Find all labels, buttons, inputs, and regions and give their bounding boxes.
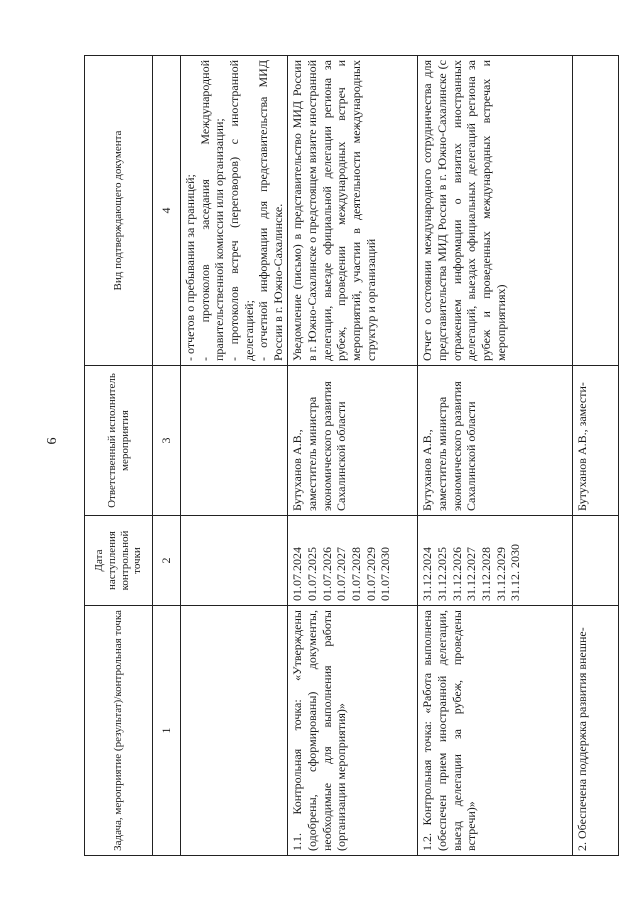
date-value: 01.07.2024 [290, 547, 305, 601]
page-number: 6 [45, 437, 60, 445]
header-document: Вид подтверждающего документа [85, 56, 153, 366]
column-number: 1 [153, 606, 181, 856]
document-line: - протоколов встреч (переговоров) с иностранной делегацией; [226, 60, 256, 361]
date-value: 31.12.2029 [493, 547, 508, 601]
date-cell [418, 516, 573, 606]
document-line: Уведомление (письмо) в представительство МИД России в г. Южно-Сахалинске о предстоящем визите иностранной делегации, выезде официальной делегации региона за рубеж, проведении международных встреч и мероприятий, участии в деятельности международных структур и организаций [290, 60, 378, 361]
date-value: 01.07.2027 [334, 547, 349, 601]
date-value: 31.12.2024 [420, 547, 435, 601]
date-cell [573, 516, 619, 606]
executor-cell: Бутуханов А.В., заместитель министра экономического развития Сахалинской области [418, 366, 573, 516]
column-number: 4 [153, 56, 181, 366]
document-cell [181, 56, 288, 366]
table-row [288, 56, 418, 856]
date-value: 31.12.2026 [449, 547, 464, 601]
date-value: 01.07.2030 [378, 547, 393, 601]
task-cell: 2. Обеспечена поддержка развития внешне- [573, 606, 619, 856]
task-cell: 1.1. Контрольная точка: «Утверждены (одобрены, сформированы) документы, необходимые для выполнения работы (организации мероприятия)» [288, 606, 418, 856]
table-row [573, 56, 619, 856]
document-line: - отчетов о пребывании за границей; [183, 174, 197, 361]
task-cell [181, 606, 288, 856]
document-line: Отчет о состоянии международного сотрудничества для представительства МИД России в г. Южно-Сахалинске (с отражением информации о визитах иностранных делегаций, выездах официальных делегаций региона за рубеж и проведенных международных встречах и мероприятиях) [420, 60, 508, 361]
header-executor: Ответственный исполнитель мероприятия [85, 366, 153, 516]
date-cell [181, 516, 288, 606]
date-value: 01.07.2026 [319, 547, 334, 601]
document-cell [573, 56, 619, 366]
date-value: 01.07.2028 [348, 547, 363, 601]
executor-cell: Бутуханов А.В., заместитель министра экономического развития Сахалинской области [288, 366, 418, 516]
date-value: 31.12.2027 [464, 547, 479, 601]
table-row [181, 56, 288, 856]
header-task: Задача, мероприятие (результат)/контрольная точка [85, 606, 153, 856]
column-number: 2 [153, 516, 181, 606]
rotated-table-container [84, 56, 609, 856]
document-cell [288, 56, 418, 366]
date-value: 31.12.2025 [435, 547, 449, 601]
column-number-row [153, 56, 181, 856]
column-number: 3 [153, 366, 181, 516]
plan-table [84, 55, 619, 856]
date-value: 31.12.2028 [478, 547, 493, 601]
table-row [418, 56, 573, 856]
date-cell [288, 516, 418, 606]
document-cell [418, 56, 573, 366]
document-line: - отчетной информации для представительства МИД России в г. Южно-Сахалинске. [256, 60, 285, 361]
date-value: 31.12. 2030 [508, 544, 523, 601]
date-value: 01.07.2029 [363, 547, 378, 601]
task-cell: 1.2. Контрольная точка: «Работа выполнена (обеспечен прием иностранной делегации, выезд делегации за рубеж, проведены встречи)» [418, 606, 573, 856]
document-line: - протоколов заседания Международной правительственной комиссии или организации; [197, 60, 227, 361]
header-row [85, 56, 153, 856]
executor-cell [181, 366, 288, 516]
date-value: 01.07.2025 [305, 547, 319, 601]
executor-cell: Бутуханов А.В., замести- [573, 366, 619, 516]
header-date: Дата наступления контрольной точки [85, 516, 153, 606]
